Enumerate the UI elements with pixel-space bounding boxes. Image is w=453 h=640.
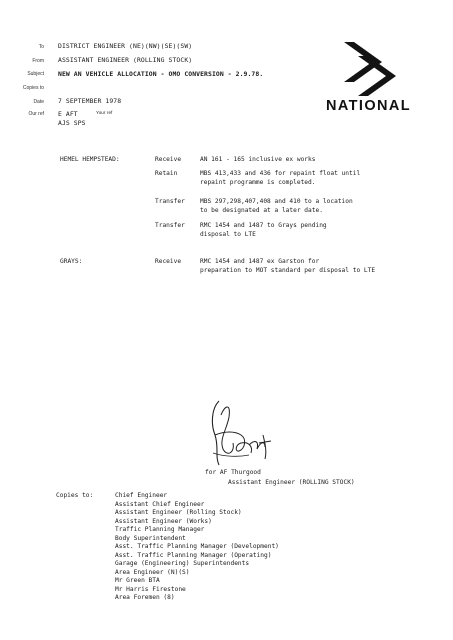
list-item: Traffic Planning Manager bbox=[115, 526, 205, 533]
from-value: ASSISTANT ENGINEER (ROLLING STOCK) bbox=[58, 56, 193, 64]
list-item: Chief Engineer bbox=[115, 492, 168, 499]
detail-line: to be designated at a later date. bbox=[200, 207, 323, 214]
list-item: Area Engineer (N)(S) bbox=[115, 568, 190, 576]
reference-line: AJS SPS bbox=[58, 119, 86, 127]
action-transfer: Transfer bbox=[155, 198, 185, 205]
list-item: Mr Green BTA bbox=[115, 577, 160, 584]
subject-label: Subject bbox=[27, 71, 44, 77]
list-item: Body Superintendent bbox=[115, 534, 186, 542]
list-item: Area Foremen (8) bbox=[115, 594, 175, 601]
location-grays: GRAYS: bbox=[60, 258, 83, 265]
action-receive: Receive bbox=[155, 156, 182, 163]
national-logo-text: NATIONAL bbox=[326, 98, 412, 114]
list-item: Asst. Traffic Planning Manager (Development) bbox=[115, 543, 279, 550]
list-item: Assistant Engineer (Rolling Stock) bbox=[115, 509, 242, 516]
signatory-line: for AF Thurgood bbox=[205, 469, 261, 476]
location-hemel-hempstead: HEMEL HEMPSTEAD: bbox=[60, 156, 120, 163]
national-double-n-arrow-icon bbox=[342, 40, 400, 100]
detail-line: preparation to MOT standard per disposal to LTE bbox=[200, 267, 376, 274]
from-label: From bbox=[32, 58, 44, 64]
subject-value: NEW AN VEHICLE ALLOCATION - OMO CONVERSION - 2.9.78. bbox=[58, 70, 264, 78]
copies-recipient-list bbox=[115, 492, 279, 603]
date-label: Date bbox=[33, 99, 44, 105]
detail-line: RMC 1454 and 1487 ex Garston for bbox=[200, 258, 320, 265]
to-value: DISTRICT ENGINEER (NE)(NW)(SE)(SW) bbox=[58, 42, 193, 50]
detail-line: RMC 1454 and 1487 to Grays pending bbox=[200, 222, 327, 229]
detail-line: MBS 297,298,407,408 and 410 to a location bbox=[200, 198, 353, 205]
copies-to-heading: Copies to: bbox=[56, 492, 94, 499]
action-receive: Receive bbox=[155, 258, 182, 265]
detail-line: disposal to LTE bbox=[200, 231, 256, 238]
date-value: 7 SEPTEMBER 1978 bbox=[58, 97, 122, 105]
signatory-title: Assistant Engineer (ROLLING STOCK) bbox=[228, 479, 355, 486]
our-ref-value: E AFT bbox=[58, 110, 78, 118]
list-item: Assistant Chief Engineer bbox=[115, 500, 205, 508]
list-item: Asst. Traffic Planning Manager (Operating) bbox=[115, 551, 272, 559]
action-transfer: Transfer bbox=[155, 222, 185, 229]
list-item: Assistant Engineer (Works) bbox=[115, 517, 212, 525]
copies-to-label: Copies to bbox=[22, 85, 44, 91]
our-ref-label: Our ref bbox=[28, 111, 44, 117]
list-item: Mr Harris Firestone bbox=[115, 585, 186, 593]
to-label: To bbox=[38, 44, 44, 50]
detail-line: AN 161 - 165 inclusive ex works bbox=[200, 156, 316, 163]
action-retain: Retain bbox=[155, 170, 178, 177]
your-ref-label: Your ref bbox=[96, 110, 113, 115]
handwritten-signature bbox=[205, 395, 285, 473]
list-item: Garage (Engineering) Superintendents bbox=[115, 560, 250, 567]
detail-line: repaint programme is completed. bbox=[200, 179, 316, 186]
detail-line: MBS 413,433 and 436 for repaint float until bbox=[200, 170, 361, 177]
